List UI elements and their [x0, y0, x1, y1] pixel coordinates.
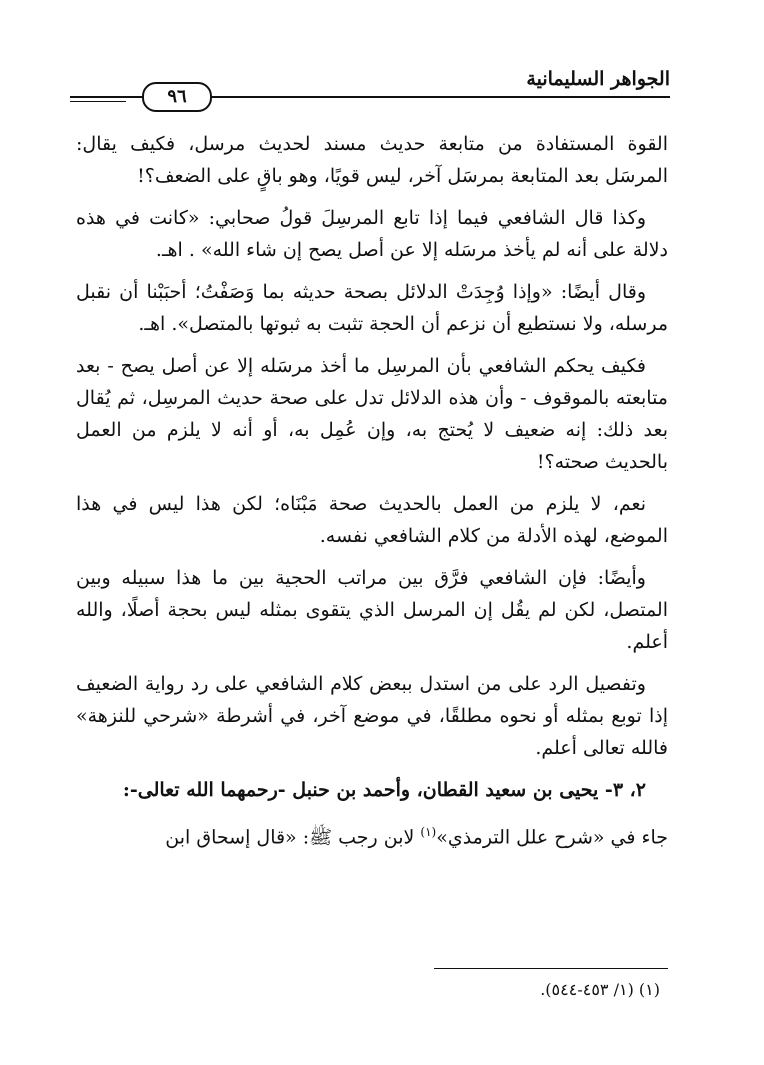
paragraph-text: لابن رجب ﷺ: «قال إسحاق ابن: [165, 826, 421, 849]
section-heading: ٢، ٣- يحيى بن سعيد القطان، وأحمد بن حنبل -رحمهما الله تعالى-:: [122, 779, 646, 801]
paragraph: وتفصيل الرد على من استدل ببعض كلام الشافعي على رد رواية الضعيف إذا توبع بمثله أو نحوه مطلقًا، في موضع آخر، في أشرطة «شرحي للنزهة» فالله تعالى أعلم.: [76, 673, 668, 759]
footnote: (١) (١/ ٤٥٣-٥٤٤).: [540, 980, 660, 999]
running-title: الجواهر السليمانية: [526, 68, 670, 90]
page-number: ٩٦: [142, 82, 212, 112]
main-text: [76, 128, 668, 863]
paragraph: وأيضًا: فإن الشافعي فرَّق بين مراتب الحجية بين ما هذا سبيله وبين المتصل، لكن لم يقُل إن المرسل الذي يتقوى بمثله ليس بحجة أصلًا، والله أعلم.: [76, 567, 668, 653]
header-rule-short: [70, 101, 126, 102]
paragraph: فكيف يحكم الشافعي بأن المرسِل ما أخذ مرسَله إلا عن أصل يصح - بعد متابعته بالموقوف - وأن هذه الدلائل تدل على صحة حديث المرسِل، ثم يُقال بعد ذلك: إنه ضعيف لا يُحتج به، وإن عُمِل به، أو أنه لا يلزم من العمل بالحديث صحته؟!: [76, 355, 668, 473]
footnote-separator: [434, 968, 668, 969]
paragraph: وكذا قال الشافعي فيما إذا تابع المرسِلَ قولُ صحابي: «كانت في هذه دلالة على أنه لم يأخذ مرسَله إلا عن أصل يصح إن شاء الله» . اهـ.: [76, 207, 668, 261]
paragraph-text: جاء في «شرح علل الترمذي»: [436, 826, 668, 849]
paragraph-with-footnote: [76, 816, 668, 853]
paragraph: القوة المستفادة من متابعة حديث مسند لحديث مرسل، فكيف يقال: المرسَل بعد المتابعة بمرسَل آخر، ليس قويًا، وهو باقٍ على الضعف؟!: [76, 133, 668, 187]
paragraph: وقال أيضًا: «وإذا وُجِدَتْ الدلائل بصحة حديثه بما وَصَفْتُ؛ أحبَبْنا أن نقبل مرسله، ولا نستطيع أن نزعم أن الحجة تثبت به ثبوتها بالمتصل». اهـ.: [76, 281, 668, 335]
page-header: [70, 68, 670, 112]
footnote-marker[interactable]: (١): [420, 825, 437, 839]
paragraph: نعم، لا يلزم من العمل بالحديث صحة مَبْنَاه؛ لكن هذا ليس في هذا الموضع، لهذه الأدلة من كلام الشافعي نفسه.: [76, 493, 668, 547]
